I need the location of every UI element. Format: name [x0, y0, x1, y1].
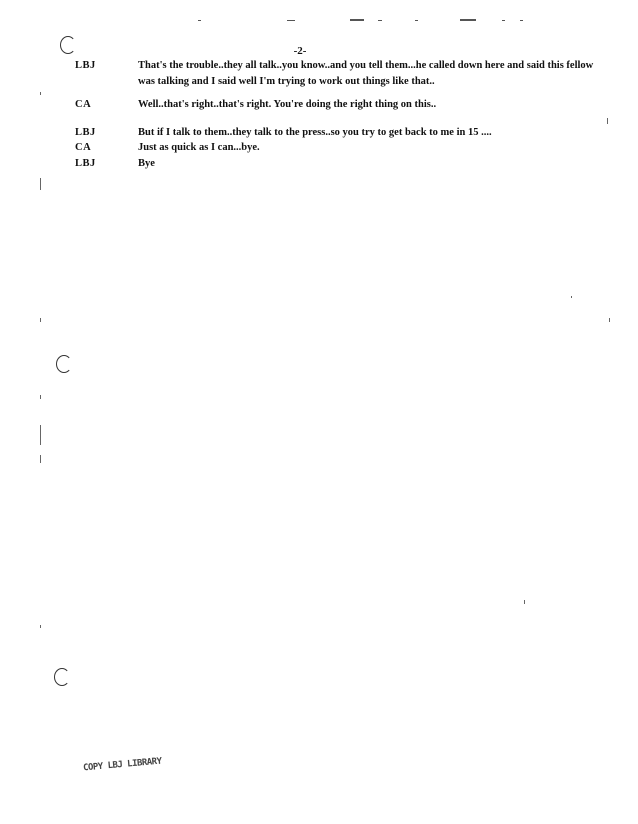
library-stamp: COPY LBJ LIBRARY [82, 756, 162, 774]
transcript-entry [75, 140, 605, 156]
margin-speck [40, 92, 41, 95]
speaker-label: LBJ [75, 157, 96, 169]
speech-text: Just as quick as I can...bye. [138, 142, 260, 153]
speech-text: Bye [138, 157, 155, 169]
margin-speck [40, 318, 41, 322]
margin-speck [40, 178, 41, 190]
transcript-entry [75, 156, 605, 172]
margin-speck [40, 395, 41, 399]
punch-hole-middle [56, 355, 72, 373]
speaker-label: CA [75, 99, 92, 110]
margin-speck [607, 118, 608, 124]
margin-speck [571, 296, 572, 298]
margin-speck [524, 600, 525, 604]
scan-marks [190, 14, 530, 22]
margin-speck [609, 318, 610, 322]
speech-text: But if I talk to them..they talk to the press..so you try to get back to me in 15 .... [138, 126, 492, 138]
speaker-label: LBJ [75, 126, 96, 138]
transcript-entry [75, 58, 605, 89]
margin-speck [40, 425, 41, 445]
speech-text: That's the trouble..they all talk..you know..and you tell them...he called down here and said this fellow was talking and I said well I'm trying to work out things like that.. [138, 60, 594, 87]
transcript-entry [75, 97, 605, 113]
transcript-entry [75, 125, 605, 141]
page-number: -2- [293, 45, 307, 57]
transcript [75, 58, 605, 171]
margin-speck [40, 625, 41, 628]
speech-text: Well..that's right..that's right. You're doing the right thing on this.. [138, 99, 437, 110]
speaker-label: CA [75, 142, 92, 153]
punch-hole-bottom [54, 668, 70, 686]
margin-speck [40, 455, 41, 463]
punch-hole-top [60, 36, 76, 54]
speaker-label: LBJ [75, 60, 96, 71]
